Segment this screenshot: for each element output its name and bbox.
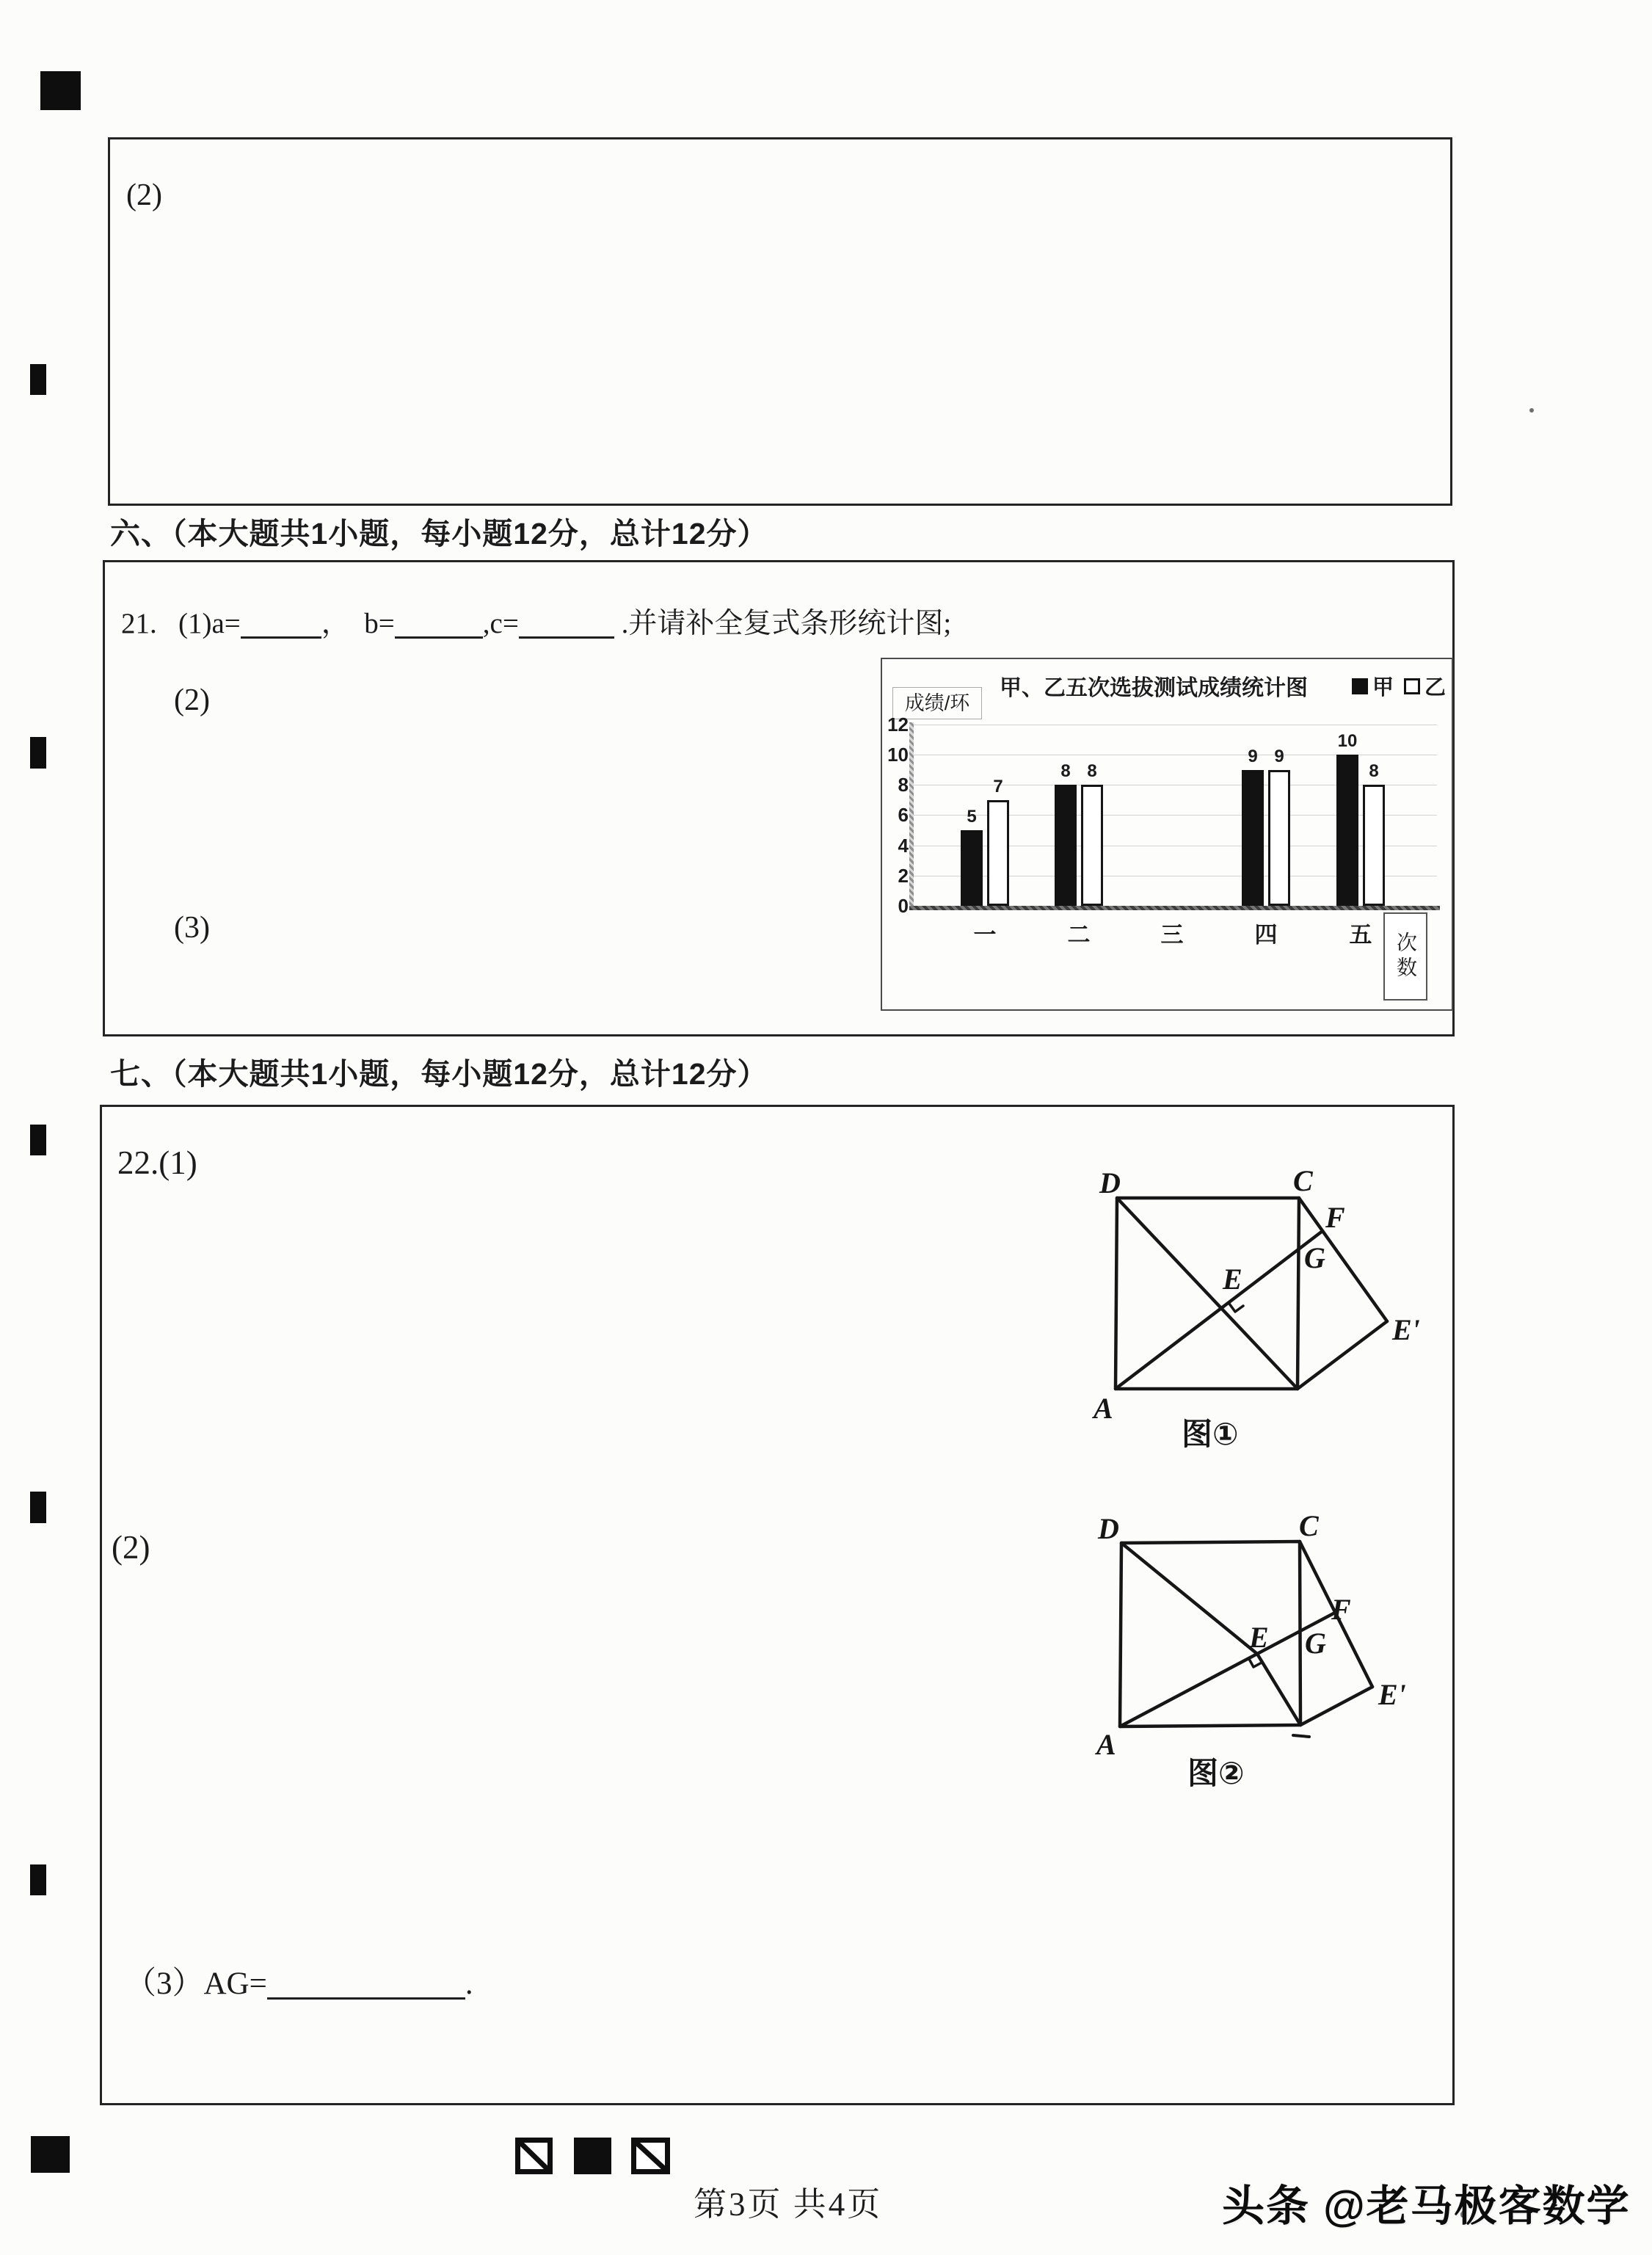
chart-x-category: 四: [1254, 922, 1278, 948]
section-7-header: 七、（本大题共1小题，每小题12分，总计12分）: [110, 1057, 768, 1091]
blank-b: [395, 607, 483, 639]
fig2-point-C: C: [1299, 1512, 1319, 1542]
q21-tail: .并请补全复式条形统计图;: [621, 608, 952, 639]
blank-c: [519, 607, 614, 639]
chart-bar-乙: [1268, 770, 1290, 906]
fig1-point-F: F: [1325, 1201, 1345, 1234]
fig2-line-EB: [1257, 1654, 1300, 1725]
chart-y-tick: 12: [887, 713, 909, 736]
chart-bar-value: 7: [993, 777, 1003, 796]
chart-y-tick: 8: [898, 774, 909, 796]
footer-mark-diagonal-1: [515, 2138, 553, 2174]
chart-x-category: 一: [973, 922, 997, 948]
blank-AG: [267, 1968, 465, 2000]
q22-part1-label: 22.(1): [117, 1144, 197, 1181]
q22-part3-period: .: [465, 1967, 473, 2001]
chart-bar-甲: [1055, 785, 1077, 906]
q21-a-label: (1)a=: [178, 608, 241, 639]
fig2-square-ABCD: [1120, 1542, 1300, 1726]
chart-x-category: 二: [1067, 922, 1091, 948]
fig1-line-AF: [1116, 1231, 1322, 1389]
figure-1: [1064, 1160, 1431, 1483]
subquestion-label: (2): [126, 178, 162, 212]
q21-c-label: ,c=: [482, 608, 519, 639]
fig2-caption: 图②: [1187, 1756, 1245, 1790]
registration-bar-5: [30, 1864, 46, 1895]
footer-mark-solid: [574, 2138, 611, 2174]
fig2-point-G: G: [1305, 1627, 1326, 1660]
chart-bar-乙: [1081, 785, 1103, 906]
registration-bar-3: [30, 1125, 46, 1155]
chart-bar-value: 5: [967, 807, 977, 827]
fig1-right-angle-mark: [1229, 1304, 1243, 1312]
fig1-point-C: C: [1293, 1164, 1313, 1197]
q21-part3-label: (3): [174, 911, 210, 945]
fig2-point-A: A: [1096, 1728, 1116, 1761]
q21-number: 21.: [121, 608, 157, 639]
fig2-line-Eprime-B: [1300, 1687, 1372, 1725]
legend-label: 甲: [1372, 676, 1394, 700]
chart-bar-甲: [1242, 770, 1264, 906]
chart-bar-乙: [1363, 785, 1385, 906]
q21-part1-line: [121, 600, 951, 642]
registration-bar-4: [30, 1492, 46, 1523]
chart-bar-value: 9: [1274, 747, 1284, 766]
fig2-point-E-prime: E': [1378, 1678, 1406, 1711]
footer-mark-diagonal-2: [631, 2138, 670, 2174]
chart-y-tick: 10: [887, 744, 909, 766]
chart-x-category: 五: [1349, 922, 1372, 948]
fig2-line-DE: [1121, 1543, 1257, 1654]
blank-a: [241, 607, 321, 639]
chart-y-tick: 6: [898, 804, 909, 827]
page-number: 第3页 共4页: [694, 2186, 883, 2223]
chart-bar-value: 8: [1087, 761, 1097, 781]
answer-box-top: [108, 137, 1452, 506]
chart-y-tick: 2: [898, 864, 909, 887]
chart-bar-value: 10: [1337, 731, 1358, 751]
fig1-diagonal-DB: [1117, 1198, 1298, 1389]
chart-y-tick: 0: [898, 895, 909, 917]
fig1-point-E-prime: E': [1392, 1313, 1420, 1346]
chart-y-axis-label: 成绩/环: [892, 687, 982, 719]
section-6-header: 六、（本大题共1小题，每小题12分，总计12分）: [110, 517, 768, 551]
chart-bar-value: 8: [1060, 761, 1071, 781]
chart-bar-乙: [987, 800, 1009, 906]
q21-part2-label: (2): [174, 683, 210, 717]
chart-bar-value: 8: [1369, 761, 1379, 781]
fig1-point-G: G: [1304, 1241, 1325, 1274]
q22-part3-line: [125, 1958, 473, 2003]
registration-mark-bottom-left: [31, 2136, 70, 2173]
chart-x-category: 三: [1160, 922, 1184, 948]
chart-x-axis: [909, 906, 1440, 910]
fig2-point-F: F: [1331, 1593, 1351, 1626]
registration-bar-1: [30, 364, 46, 395]
chart-y-tick: 4: [898, 834, 909, 857]
fig2-point-E: E: [1249, 1621, 1269, 1654]
scan-speck: [1529, 408, 1534, 413]
chart-x-axis-label: 次数: [1383, 912, 1427, 1001]
fig1-line-Eprime-B: [1298, 1321, 1387, 1389]
chart-title: 甲、乙五次选拔测试成绩统计图: [1000, 676, 1308, 700]
fig2-tick-under-B: [1293, 1735, 1309, 1737]
fig1-caption: 图①: [1182, 1417, 1239, 1451]
legend-label: 乙: [1424, 676, 1446, 700]
q22-part2-label: (2): [112, 1529, 150, 1566]
chart-y-axis: [909, 722, 914, 910]
fig1-point-E: E: [1223, 1263, 1242, 1296]
chart-plot-area: [882, 659, 1452, 1009]
chart-bar-甲: [961, 830, 983, 906]
fig2-point-D: D: [1098, 1512, 1119, 1545]
fig1-point-A: A: [1094, 1392, 1113, 1425]
q21-b-label: b=: [364, 608, 395, 639]
registration-mark-top-left: [40, 71, 81, 110]
q22-part3-label: （3）AG=: [125, 1967, 267, 2001]
chart-bar-value: 9: [1248, 747, 1258, 766]
bar-chart: [881, 658, 1453, 1011]
q21-sep1: ，: [321, 608, 350, 639]
fig1-point-D: D: [1099, 1166, 1121, 1199]
watermark: 头条 @老马极客数学: [1222, 2182, 1631, 2230]
figure-2: [1064, 1512, 1431, 1835]
registration-bar-2: [30, 737, 46, 769]
